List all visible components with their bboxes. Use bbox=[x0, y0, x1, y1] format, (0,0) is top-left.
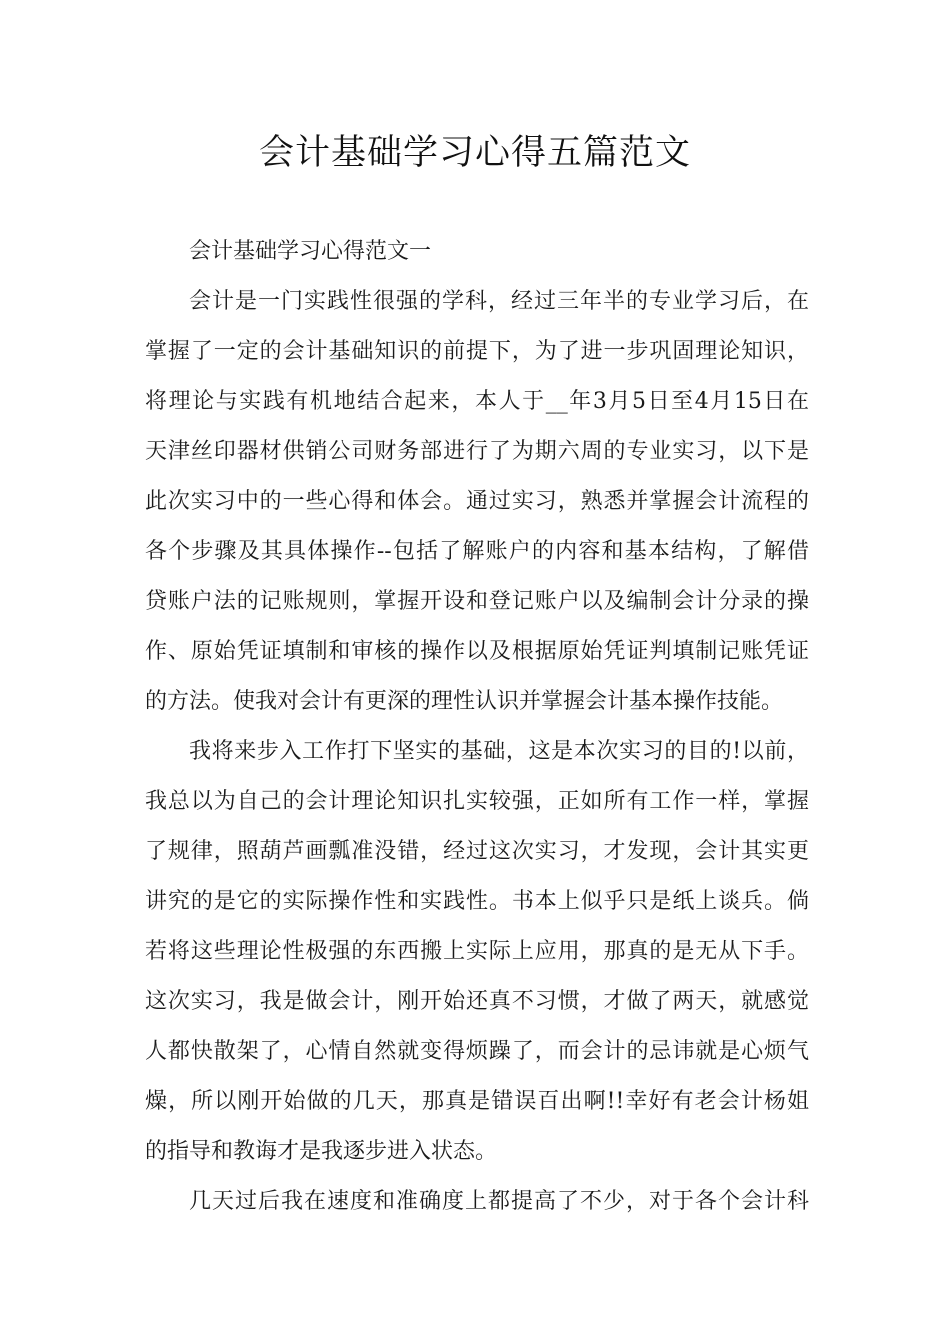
text-line: 各个步骤及其具体操作--包括了解账户的内容和基本结构，了解借 bbox=[145, 539, 809, 564]
text-line: 我将来步入工作打下坚实的基础，这是本次实习的目的!以前， bbox=[189, 739, 809, 764]
text-line: 会计是一门实践性很强的学科，经过三年半的专业学习后，在 bbox=[189, 289, 809, 314]
document-title: 会计基础学习心得五篇范文 bbox=[258, 133, 691, 173]
text-line: 人都快散架了，心情自然就变得烦躁了，而会计的忌讳就是心烦气 bbox=[145, 1039, 809, 1064]
text-line: 了规律，照葫芦画瓢准没错，经过这次实习，才发现，会计其实更 bbox=[145, 839, 809, 864]
text-line: 贷账户法的记账规则，掌握开设和登记账户以及编制会计分录的操 bbox=[145, 589, 809, 614]
text-line: 几天过后我在速度和准确度上都提高了不少，对于各个会计科 bbox=[189, 1189, 809, 1214]
text-line: 讲究的是它的实际操作性和实践性。书本上似乎只是纸上谈兵。倘 bbox=[145, 889, 809, 914]
section-heading: 会计基础学习心得范文一 bbox=[189, 239, 432, 264]
text-line: 我总以为自己的会计理论知识扎实较强，正如所有工作一样，掌握 bbox=[145, 789, 809, 814]
text-line: 的指导和教诲才是我逐步进入状态。 bbox=[145, 1139, 498, 1164]
text-line: 的方法。使我对会计有更深的理性认识并掌握会计基本操作技能。 bbox=[145, 689, 784, 714]
document-body bbox=[145, 227, 809, 1227]
text-line: 天津丝印器材供销公司财务部进行了为期六周的专业实习，以下是 bbox=[145, 439, 809, 464]
text-line: 将理论与实践有机地结合起来，本人于__年3月5日至4月15日在 bbox=[145, 389, 809, 414]
text-line: 作、原始凭证填制和审核的操作以及根据原始凭证判填制记账凭证 bbox=[145, 639, 809, 664]
text-line: 若将这些理论性极强的东西搬上实际上应用，那真的是无从下手。 bbox=[145, 939, 809, 964]
text-line: 这次实习，我是做会计，刚开始还真不习惯，才做了两天，就感觉 bbox=[145, 989, 809, 1014]
text-line: 掌握了一定的会计基础知识的前提下，为了进一步巩固理论知识， bbox=[145, 339, 809, 364]
text-line: 此次实习中的一些心得和体会。通过实习，熟悉并掌握会计流程的 bbox=[145, 489, 809, 514]
text-line: 燥，所以刚开始做的几天，那真是错误百出啊!!幸好有老会计杨姐 bbox=[145, 1089, 809, 1114]
